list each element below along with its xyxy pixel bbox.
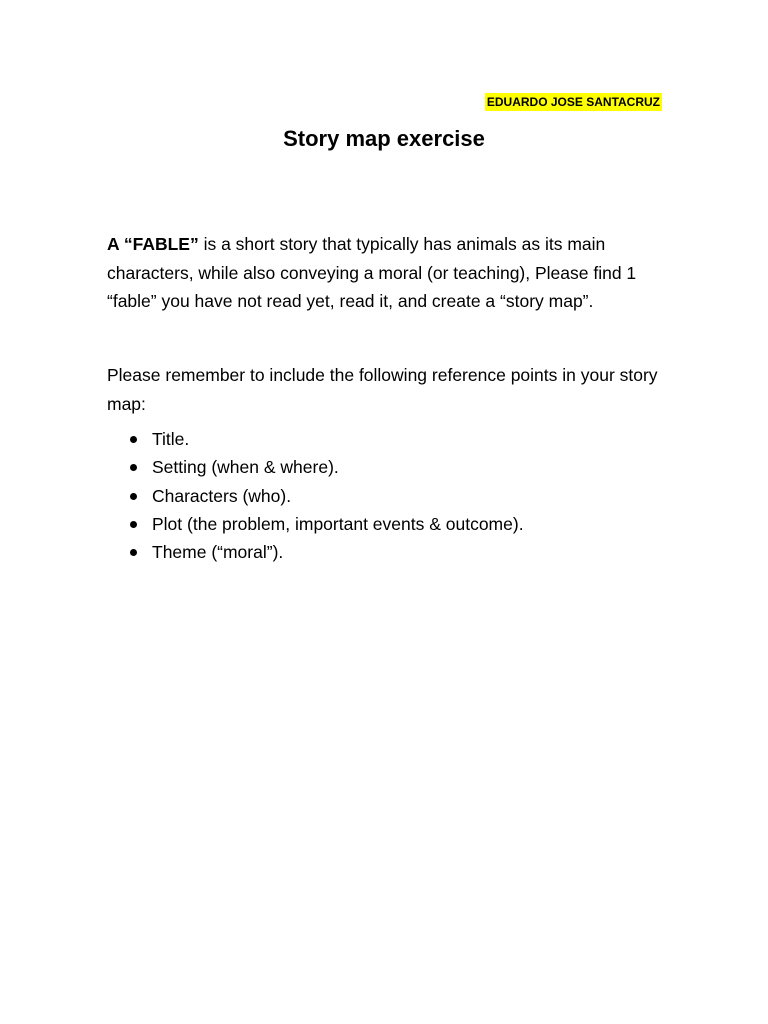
list-item-text: Setting (when & where). xyxy=(152,457,339,478)
fable-term-bold: A “FABLE” xyxy=(107,234,199,254)
instruction-paragraph: Please remember to include the following reference points in your story map: xyxy=(107,365,658,414)
bullet-icon xyxy=(130,549,137,556)
list-item-text: Theme (“moral”). xyxy=(152,542,284,563)
bullet-icon xyxy=(130,493,137,500)
page-title: Story map exercise xyxy=(283,126,485,151)
list-item xyxy=(107,538,667,566)
intro-paragraph xyxy=(107,230,677,316)
list-item-text: Title. xyxy=(152,429,190,449)
author-name-highlighted: EDUARDO JOSE SANTACRUZ xyxy=(486,95,660,109)
list-item-text: Characters (who). xyxy=(152,485,292,506)
list-item xyxy=(107,425,667,453)
list-item xyxy=(107,453,667,481)
list-item-text: Plot (the problem, important events & outcome). xyxy=(152,513,524,534)
reference-points-list xyxy=(107,425,667,566)
bullet-icon xyxy=(130,521,137,528)
intro-text: is a short story that typically has animals as its main characters, while also conveying a moral (or teaching), Please find 1 “fable” you have not read yet, read it, and create a “story map”. xyxy=(107,234,637,311)
bullet-icon xyxy=(130,436,137,443)
list-item xyxy=(107,482,667,510)
bullet-icon xyxy=(130,464,137,471)
list-item xyxy=(107,510,667,538)
